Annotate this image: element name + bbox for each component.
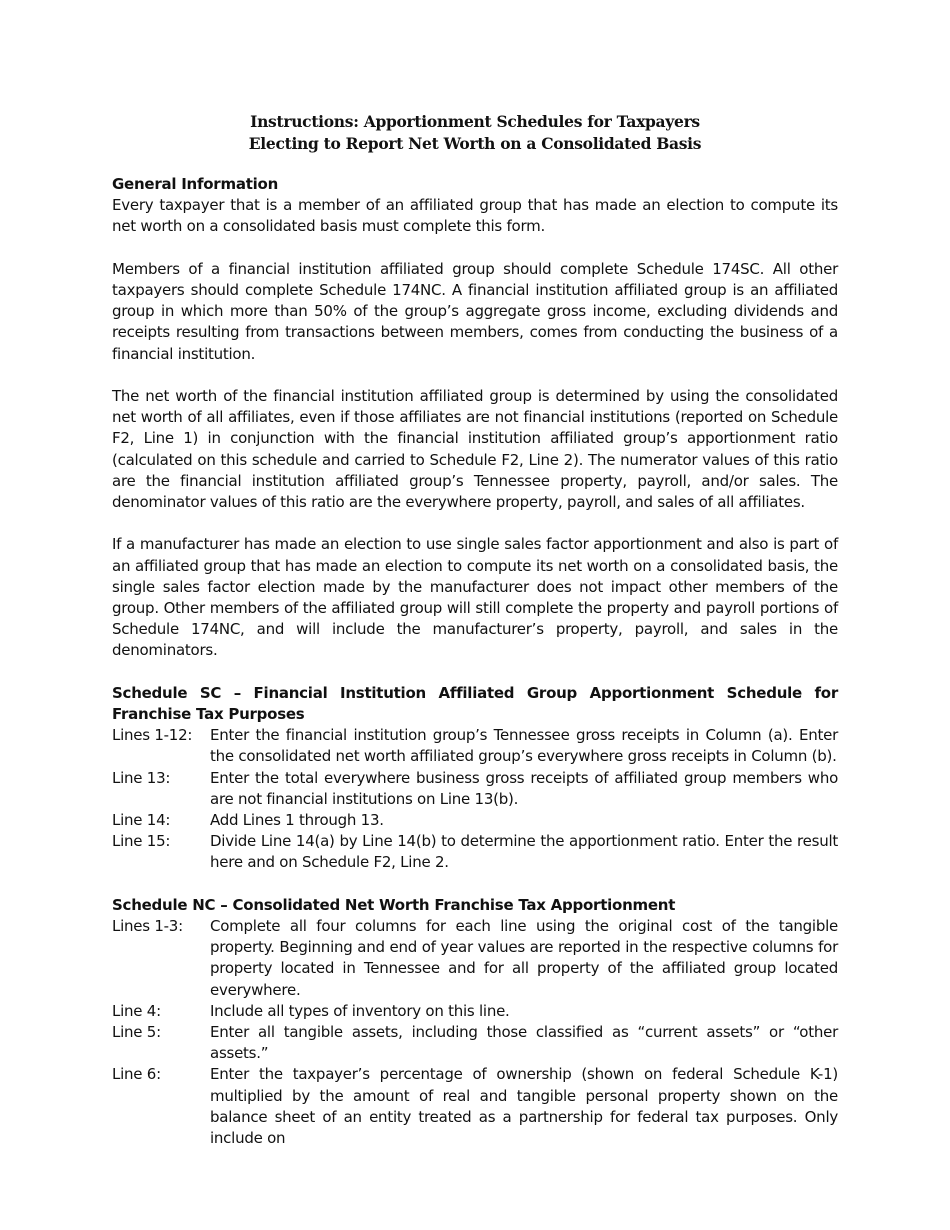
- schedule-sc-section: [112, 683, 838, 874]
- line-description: Include all types of inventory on this line.: [210, 1001, 510, 1020]
- line-description: Enter all tangible assets, including those classified as “current assets” or “other assets.”: [210, 1023, 838, 1063]
- schedule-nc-heading: Schedule NC – Consolidated Net Worth Franchise Tax Apportionment: [112, 895, 676, 914]
- line-label: Line 4:: [112, 1001, 161, 1020]
- line-item: [112, 1022, 838, 1064]
- line-description: Enter the total everywhere business gross receipts of affiliated group members who are not financial institutions on Line 13(b).: [210, 768, 838, 808]
- line-item: [112, 831, 838, 873]
- general-information-heading: General Information: [112, 175, 279, 193]
- line-item: [112, 810, 838, 831]
- line-label: Line 5:: [112, 1023, 161, 1042]
- instructions-page: [112, 111, 838, 1170]
- line-label: Line 6:: [112, 1065, 161, 1084]
- schedule-sc-heading: Schedule SC – Financial Institution Affiliated Group Apportionment Schedule for Franchise Tax Purposes: [112, 683, 838, 724]
- line-item: [112, 916, 838, 1001]
- line-label: Lines 1-3:: [112, 917, 183, 936]
- line-item: [112, 768, 838, 810]
- schedule-nc-section: [112, 895, 838, 1149]
- line-label: Line 14:: [112, 811, 171, 830]
- line-item: [112, 1001, 838, 1022]
- general-paragraph: Every taxpayer that is a member of an affiliated group that has made an election to compute its net worth on a consolidated basis must complete this form.: [112, 196, 838, 236]
- general-paragraph: The net worth of the financial institution affiliated group is determined by using the consolidated net worth of all affiliates, even if those affiliates are not financial institutions (reported on Schedule F2, Line 1) in conjunction with the financial institution affiliated group’s apportionment ratio (calculated on this schedule and carried to Schedule F2, Line 2). The numerator values of this ratio are the financial institution affiliated group’s Tennessee property, payroll, and/or sales. The denominator values of this ratio are the everywhere property, payroll, and sales of all affiliates.: [112, 387, 838, 512]
- line-description: Enter the taxpayer’s percentage of ownership (shown on federal Schedule K-1) multiplied by the amount of real and tangible personal property shown on the balance sheet of an entity treated as a partnership for federal tax purposes. Only include on: [210, 1065, 838, 1148]
- general-paragraph: If a manufacturer has made an election to use single sales factor apportionment and also is part of an affiliated group that has made an election to compute its net worth on a consolidated basis, the single sales factor election made by the manufacturer does not impact other members of the group. Other members of the affiliated group will still complete the property and payroll portions of Schedule 174NC, and will include the manufacturer’s property, payroll, and sales in the denominators.: [112, 535, 838, 660]
- line-item: [112, 1064, 838, 1149]
- line-description: Divide Line 14(a) by Line 14(b) to determine the apportionment ratio. Enter the result here and on Schedule F2, Line 2.: [210, 832, 838, 872]
- title-line-1: Instructions: Apportionment Schedules for Taxpayers: [250, 112, 700, 131]
- line-description: Add Lines 1 through 13.: [210, 811, 384, 830]
- general-information-section: [112, 174, 838, 662]
- document-title: [112, 111, 838, 154]
- title-line-2: Electing to Report Net Worth on a Consolidated Basis: [248, 133, 702, 153]
- line-label: Lines 1-12:: [112, 726, 193, 745]
- line-label: Line 13:: [112, 768, 171, 787]
- line-label: Line 15:: [112, 832, 171, 851]
- line-description: Enter the financial institution group’s Tennessee gross receipts in Column (a). Enter the consolidated net worth affiliated group’s everywhere gross receipts in Column (b).: [210, 726, 838, 766]
- general-paragraph: Members of a financial institution affiliated group should complete Schedule 174SC. All other taxpayers should complete Schedule 174NC. A financial institution affiliated group is an affiliated group in which more than 50% of the group’s aggregate gross income, excluding dividends and receipts resulting from transactions between members, comes from conducting the business of a financial institution.: [112, 259, 838, 363]
- line-item: [112, 725, 838, 767]
- line-description: Complete all four columns for each line using the original cost of the tangible property. Beginning and end of year values are reported in the respective columns for property located in Tennessee and for all property of the affiliated group located everywhere.: [210, 917, 838, 999]
